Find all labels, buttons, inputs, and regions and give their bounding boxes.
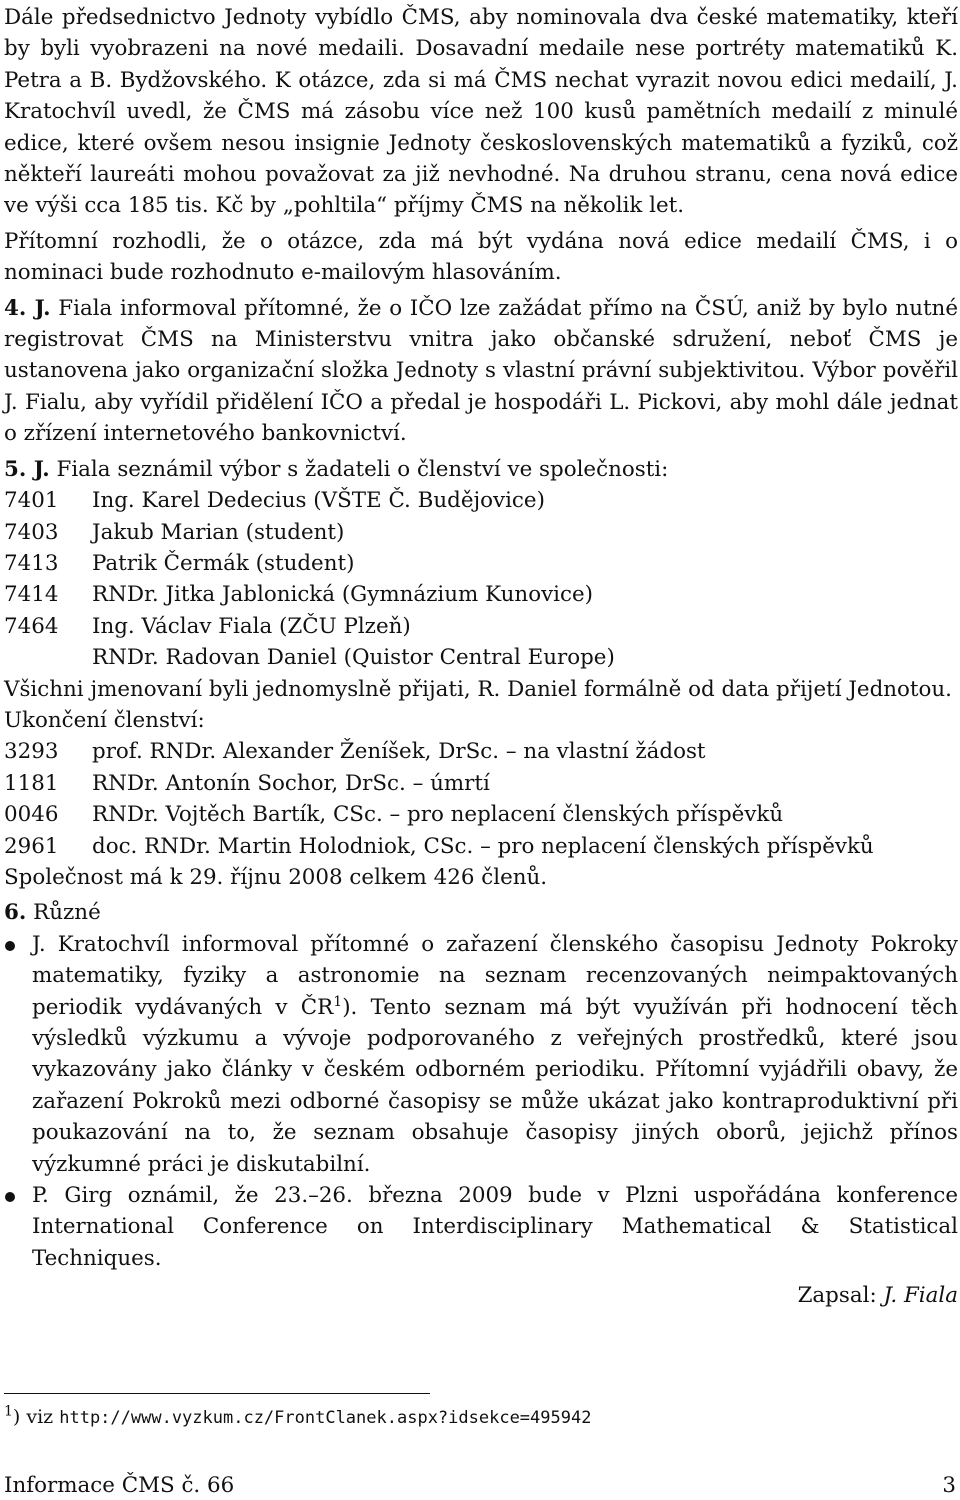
termination-row (4, 831, 958, 862)
termination-row (4, 768, 958, 799)
applicant-row (4, 517, 958, 548)
member-name: Ing. Václav Fiala (ZČU Plzeň) (92, 613, 411, 639)
member-number: 7401 (4, 488, 59, 514)
list-item (4, 929, 958, 1180)
bullet-icon (4, 1180, 32, 1274)
document-page (4, 0, 958, 1312)
member-name: RNDr. Radovan Daniel (Quistor Central Europe) (92, 645, 615, 671)
signature-label: Zapsal: (797, 1283, 884, 1309)
member-name: Jakub Marian (student) (92, 519, 345, 545)
paragraph-medals: Dále předsednictvo Jednoty vybídlo ČMS, aby nominovala dva české matematiky, kteří by byli vyobrazeni na nové medaili. Dosavadní medaile nese portréty matematiků K. Petra a B. Bydžovského. K otázce, zda si má ČMS nechat vyrazit novou edici medailí, J. Kratochvíl uvedl, že ČMS má zásobu více než 100 kusů pamětních medailí z minulé edice, které ovšem nesou insignie Jednoty československých matematiků a fyziků, což někteří laureáti mohou považovat za již nevhodné. Na druhou stranu, cena nová edice ve výši cca 185 tis. Kč by „pohltila“ příjmy ČMS na několik let. (4, 5, 958, 219)
footnote-ref: 1 (333, 993, 343, 1010)
applicant-row (4, 548, 958, 579)
member-number: 7464 (4, 613, 59, 639)
page-number: 3 (942, 1473, 956, 1498)
section-5-text: Fiala seznámil výbor s žadateli o členství ve společnosti: (49, 456, 669, 482)
termination-text: RNDr. Vojtěch Bartík, CSc. – pro neplacení členských příspěvků (92, 802, 784, 828)
section-6-heading (4, 897, 958, 928)
member-name: RNDr. Jitka Jablonická (Gymnázium Kunovice) (92, 582, 593, 608)
paragraph-decision: Přítomní rozhodli, že o otázce, zda má být vydána nová edice medailí ČMS, i o nominaci bude rozhodnuto e-mailovým hlasováním. (4, 228, 958, 286)
termination-row (4, 736, 958, 767)
applicant-row (4, 611, 958, 642)
bullet-2-text: P. Girg oznámil, že 23.–26. března 2009 bude v Plzni uspořádána konference International Conference on Interdisciplinary Mathematical & Statistical Techniques. (32, 1183, 958, 1271)
footnote-divider (4, 1393, 430, 1394)
member-name: Ing. Karel Dedecius (VŠTE Č. Budějovice) (92, 488, 545, 514)
section-5-number: 5. J. (4, 456, 50, 482)
signature-name: J. Fiala (883, 1283, 958, 1309)
bullet-1-text-cont: ). Tento seznam má být využíván při hodnocení těch výsledků výzkumu a vývoje podporovaného z veřejných prostředků, které jsou vykazovány jako články v českém odborném periodiku. Přítomní vyjádřili obavy, že zařazení Pokroků mezi odborné časopisy se může ukázat jako kontraproduktivní při poukazování na to, že seznam obsahuje časopisy jiných oborů, jejichž přínos výzkumné práci je diskutabilní. (32, 994, 958, 1177)
footer-publication: Informace ČMS č. 66 (4, 1473, 235, 1498)
member-number: 1181 (4, 770, 59, 796)
section-4-number: 4. J. (4, 295, 51, 321)
footnote (4, 1404, 591, 1431)
applicant-row (4, 485, 958, 516)
termination-text: prof. RNDr. Alexander Ženíšek, DrSc. – na vlastní žádost (92, 739, 706, 765)
applicants-list (4, 485, 958, 673)
bullet-1-text: J. Kratochvíl informoval přítomné o zařazení členského časopisu Jednoty Pokroky matematiky, fyziky a astronomie na seznam recenzovaných neimpaktovaných periodik vydávaných v ČR (32, 931, 958, 1020)
section-6-title: Různé (26, 900, 101, 926)
termination-heading: Ukončení členství: (4, 707, 205, 733)
footnote-url-link[interactable]: http://www.vyzkum.cz/FrontClanek.aspx?idsekce=495942 (59, 1408, 592, 1428)
member-number: 7414 (4, 582, 59, 608)
list-item (4, 1180, 958, 1274)
terminations-list (4, 736, 958, 862)
termination-text: RNDr. Antonín Sochor, DrSc. – úmrtí (92, 770, 490, 796)
section-5 (4, 454, 958, 485)
section-6-number: 6. (4, 900, 27, 926)
member-number: 7413 (4, 550, 59, 576)
applicant-row (4, 579, 958, 610)
bullet-icon (4, 929, 32, 1180)
member-number: 3293 (4, 739, 59, 765)
signature (4, 1280, 958, 1311)
member-number: 0046 (4, 802, 59, 828)
section-4 (4, 293, 958, 450)
page-footer (4, 1472, 956, 1500)
termination-row (4, 799, 958, 830)
member-name: Patrik Čermák (student) (92, 550, 355, 576)
accepted-note: Všichni jmenovaní byli jednomyslně přijati, R. Daniel formálně od data přijetí Jednotou. (4, 676, 952, 702)
member-count: Společnost má k 29. říjnu 2008 celkem 426 členů. (4, 864, 548, 890)
termination-text: doc. RNDr. Martin Holodniok, CSc. – pro neplacení členských příspěvků (92, 833, 874, 859)
member-number: 7403 (4, 519, 59, 545)
footnote-prefix: ) viz (12, 1406, 60, 1428)
member-number: 2961 (4, 833, 59, 859)
footnote-mark: 1 (4, 1403, 13, 1420)
member-number (4, 642, 92, 673)
applicant-row (4, 642, 958, 673)
section-4-text: Fiala informoval přítomné, že o IČO lze zažádat přímo na ČSÚ, aniž by bylo nutné registrovat ČMS na Ministerstvu vnitra jako občanské sdružení, neboť ČMS je ustanovena jako organizační složka Jednoty s vlastní právní subjektivitou. Výbor pověřil J. Fialu, aby vyřídil přidělení IČO a předal je hospodáři L. Pickovi, aby mohl dále jednat o zřízení internetového bankovnictví. (4, 295, 958, 447)
